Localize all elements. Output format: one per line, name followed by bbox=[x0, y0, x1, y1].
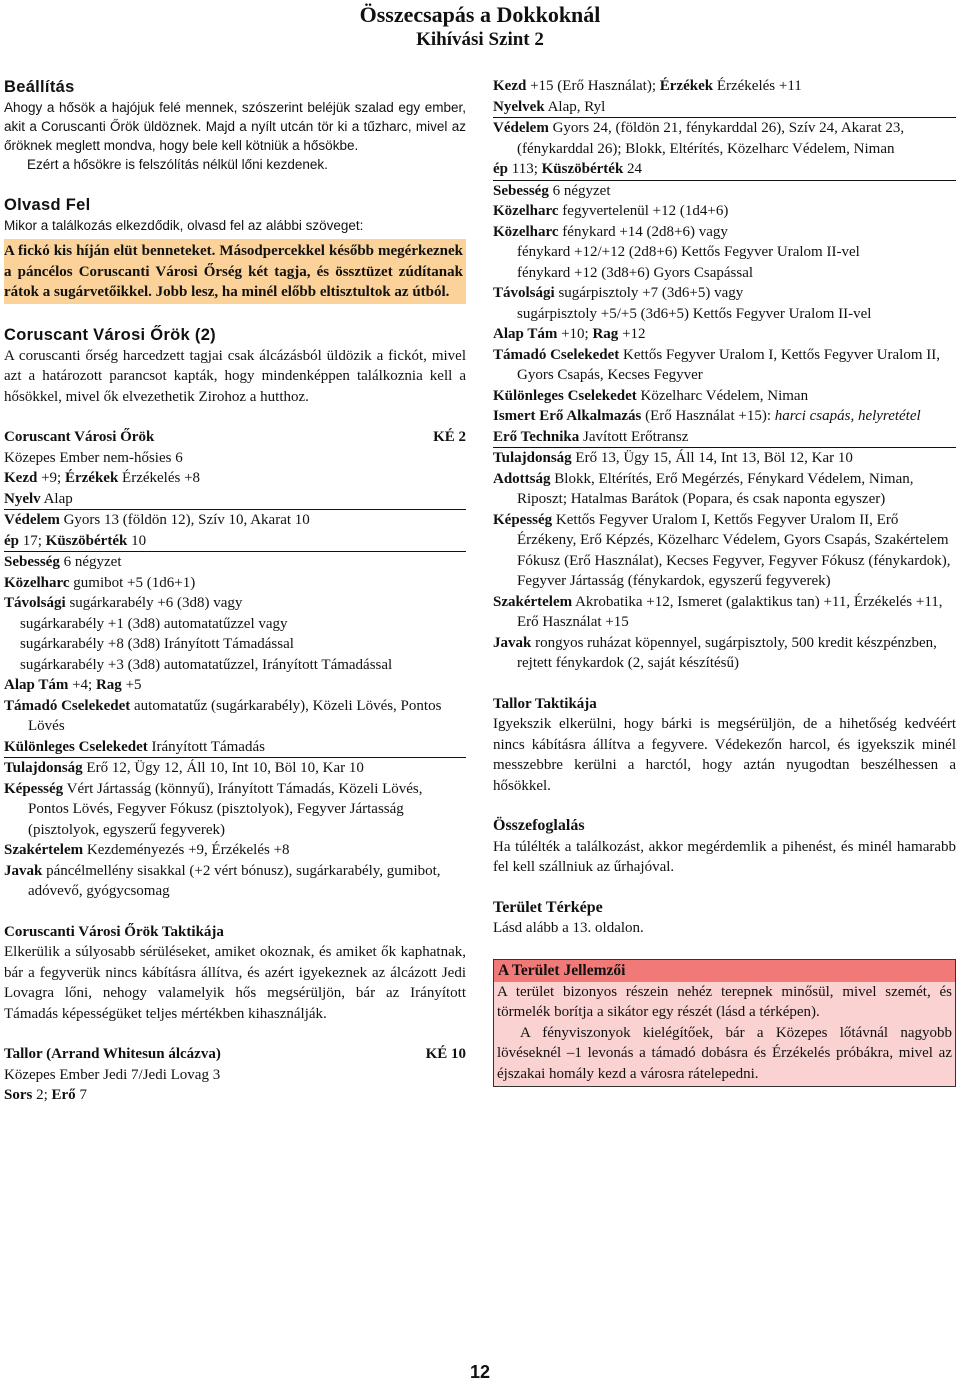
guard-tactics-text: Elkerülik a súlyosabb sérüléseket, amiket okoznak, és amiket ők kaphatnak, bár a fegyverük nincs kábításra állítva, és azért igyekeznek az álcázott Jedi Lovagra lőni, nehogy valamelyik hős megsérüljön, bár az Irányított Támadás képességüket teljes mértékben kihasználják. bbox=[4, 944, 466, 1022]
guard-tactics-section bbox=[4, 922, 466, 1025]
guard-tactics-heading: Coruscanti Városi Őrök Taktikája bbox=[4, 923, 224, 940]
guard-speed: Sebesség 6 négyzet bbox=[4, 554, 122, 570]
tallor-qualities: Adottság Blokk, Eltérítés, Erő Megérzés, Fénykard Védelem, Niman, Riposzt; Hatalmas Barátok (Popara, és csak naponta egyszer) bbox=[493, 470, 914, 507]
tallor-tactics-heading: Tallor Taktikája bbox=[493, 695, 597, 712]
guard-talents: Képesség Vért Jártasság (könnyű), Irányított Támadás, Közeli Lövés, Pontos Lövés, Fegyver Fókusz (pisztolyok), Fegyver Jártasság (pisztolyok, egyszerű fegyverek) bbox=[4, 780, 423, 838]
tallor-abilities: Tulajdonság Erő 13, Ügy 15, Áll 14, Int 13, Böl 12, Kar 10 bbox=[493, 450, 853, 466]
guard-melee: Közelharc gumibot +5 (1d6+1) bbox=[4, 574, 196, 591]
tallor-possessions: Javak rongyos ruházat köpennyel, sugárpisztoly, 500 kredit készpénzben, rejtett fénykardok (2, saját készítésű) bbox=[493, 634, 937, 671]
tallor-force-powers: Ismert Erő Alkalmazás (Erő Használat +15): harci csapás, helyretétel bbox=[493, 408, 921, 424]
guards-heading: Coruscant Városi Őrök (2) bbox=[4, 325, 216, 344]
guard-name: Coruscant Városi Őrök bbox=[4, 429, 155, 445]
tallor-statblock bbox=[493, 76, 956, 674]
right-column bbox=[493, 76, 956, 1087]
guard-attack-options: Támadó Cselekedet automatatűz (sugárkarabély), Közeli Lövés, Pontos Lövés bbox=[4, 697, 442, 734]
readaloud-box bbox=[4, 239, 466, 304]
tallor-name: Tallor (Arrand Whitesun álcázva) bbox=[4, 1046, 221, 1062]
guard-type: Közepes Ember nem-hősies 6 bbox=[4, 449, 183, 466]
terrain-features-box bbox=[493, 959, 956, 1088]
tallor-ranged-2: sugárpisztoly +5/+5 (3d6+5) Kettős Fegyver Uralom II-vel bbox=[517, 305, 872, 322]
tallor-languages: Nyelvek Alap, Ryl bbox=[493, 97, 956, 119]
terrain-features-heading: A Terület Jellemzői bbox=[494, 960, 955, 982]
guard-abilities: Tulajdonság Erő 12, Ügy 12, Áll 10, Int 10, Böl 10, Kar 10 bbox=[4, 760, 364, 776]
setting-heading: Beállítás bbox=[4, 78, 75, 96]
tallor-skills: Szakértelem Akrobatika +12, Ismeret (galaktikus tan) +11, Érzékelés +11, Erő Használat +15 bbox=[493, 593, 943, 630]
tallor-melee-3: fénykard +12/+12 (2d8+6) Kettős Fegyver Uralom II-vel bbox=[517, 244, 860, 260]
page-header bbox=[0, 2, 960, 52]
left-column bbox=[4, 76, 466, 1106]
guard-hp: ép 17; Küszöbérték 10 bbox=[4, 531, 466, 553]
page-subtitle: Kihívási Szint 2 bbox=[416, 29, 544, 50]
tallor-defense: Védelem Gyors 24, (földön 21, fénykarddal 26), Szív 24, Akarat 23, (fénykarddal 26); Blokk, Eltérítés, Közelharc Védelem, Niman bbox=[493, 120, 905, 157]
guard-init: Kezd +9; Érzékek Érzékelés +8 bbox=[4, 470, 201, 486]
tallor-hp: ép 113; Küszöbérték 24 bbox=[493, 159, 956, 181]
tallor-talents: Képesség Kettős Fegyver Uralom I, Kettős Fegyver Uralom II, Erő Érzékeny, Erő Képzés, Közelharc Védelem, Gyors Csapás, Szakértelem Fókusz (Erő Használat), Kecses Fegyver, Fegyver Fókusz (fénykardok), Fegyver Jártasság (fénykardok, egyszerű fegyverek) bbox=[493, 511, 951, 589]
page-number: 12 bbox=[469, 1362, 491, 1382]
guard-ranged: Távolsági sugárkarabély +6 (3d8) vagy bbox=[4, 595, 243, 611]
setting-text: Ahogy a hősök a hajójuk felé mennek, szószerint beléjük szalad egy ember, akit a Coruscanti Őrök üldöznek. Majd a nyílt utcán tör ki a tűzharc, mivel az őröknek meglett mondva, hogy bele kell kötniük a hősökbe. bbox=[4, 100, 466, 153]
tallor-melee-4: fénykard +12 (3d8+6) Gyors Csapással bbox=[517, 264, 754, 281]
tallor-speed: Sebesség 6 négyzet bbox=[493, 182, 611, 199]
tallor-init: Kezd +15 (Erő Használat); Érzékek Érzékelés +11 bbox=[493, 78, 802, 94]
tallor-ranged: Távolsági sugárpisztoly +7 (3d6+5) vagy bbox=[493, 285, 744, 301]
tallor-attack-options: Támadó Cselekedet Kettős Fegyver Uralom I, Kettős Fegyver Uralom II, Gyors Csapás, Kecses Fegyver bbox=[493, 346, 941, 383]
map-text: Lásd alább a 13. oldalon. bbox=[493, 920, 644, 936]
tallor-statblock-start bbox=[4, 1044, 466, 1106]
tallor-tactics-section bbox=[493, 694, 956, 797]
summary-text: Ha túlélték a találkozást, akkor megérdemlik a pihenést, és minél hamarabb fel kell szállniuk az űrhajóval. bbox=[493, 838, 956, 875]
guard-bab: Alap Tám +4; Rag +5 bbox=[4, 677, 142, 693]
map-section bbox=[493, 898, 956, 939]
readaloud-heading: Olvasd Fel bbox=[4, 196, 91, 214]
guard-defense: Védelem Gyors 13 (földön 12), Szív 10, Akarat 10 bbox=[4, 512, 310, 528]
tallor-melee-2: Közelharc fénykard +14 (2d8+6) vagy bbox=[493, 223, 728, 240]
tallor-type: Közepes Ember Jedi 7/Jedi Lovag 3 bbox=[4, 1066, 221, 1083]
tallor-force-techniques: Erő Technika Javított Erőtransz bbox=[493, 427, 956, 449]
guard-ranged-2: sugárkarabély +1 (3d8) automatatűzzel vagy bbox=[20, 615, 288, 632]
guard-cl: KÉ 2 bbox=[433, 429, 466, 445]
guard-languages: Nyelv Alap bbox=[4, 489, 466, 511]
tallor-melee-1: Közelharc fegyvertelenül +12 (1d4+6) bbox=[493, 203, 729, 219]
setting-text-2: Ezért a hősökre is felszólítás nélkül lőni kezdenek. bbox=[27, 157, 328, 172]
readaloud-text: A fickó kis híján elüt benneteket. Másodpercekkel később megérkeznek a páncélos Coruscanti Városi Őrség két tagja, és össztüzet zúdítanak rátok a sugárvetőikkel. Jobb lesz, ha minél előbb eltisztultok az útból. bbox=[4, 243, 463, 300]
readaloud-intro: Mikor a találkozás elkezdődik, olvasd fel az alábbi szöveget: bbox=[4, 218, 364, 233]
terrain-features-text-2: A fényviszonyok kielégítőek, bár a Közepes lőtávnál nagyobb lövéseknél –1 levonás a támadó dobásra és Érzékelés próbákra, mivel az éjszakai homály kezd a városra rátelepedni. bbox=[497, 1024, 952, 1082]
tallor-bab: Alap Tám +10; Rag +12 bbox=[493, 326, 646, 342]
tallor-cl: KÉ 10 bbox=[425, 1046, 466, 1062]
guard-possessions: Javak páncélmellény sisakkal (+2 vért bónusz), sugárkarabély, gumibot, adóvevő, gyógycsomag bbox=[4, 862, 441, 899]
summary-section bbox=[493, 816, 956, 878]
guard-ranged-4: sugárkarabély +3 (3d8) automatatűzzel, Irányított Támadással bbox=[20, 656, 393, 673]
page-title: Összecsapás a Dokkoknál bbox=[359, 2, 601, 27]
terrain-features-text-1: A terület bizonyos részein nehéz terepnek minősül, mivel szemét, és törmelék borítja a sikátor egy részét (lásd a térképen). bbox=[497, 983, 952, 1020]
guard-skills: Szakértelem Kezdeményezés +9, Érzékelés +8 bbox=[4, 842, 290, 858]
guard-ranged-3: sugárkarabély +8 (3d8) Irányított Támadással bbox=[20, 636, 294, 652]
map-heading: Terület Térképe bbox=[493, 898, 603, 916]
tallor-force-points: Sors 2; Erő 7 bbox=[4, 1087, 87, 1103]
guard-special-actions: Különleges Cselekedet Irányított Támadás bbox=[4, 737, 466, 759]
tallor-special-actions: Különleges Cselekedet Közelharc Védelem, Niman bbox=[493, 387, 809, 404]
summary-heading: Összefoglalás bbox=[493, 817, 585, 834]
guard-statblock bbox=[4, 427, 466, 902]
tallor-tactics-text: Igyekszik elkerülni, hogy bárki is megsérüljön, de a hihetőség kedvéért nincs kábításra állítva a fegyvere. Védekezőn harcol, és igyekszik minél messzebbre kerülni a harctól, hogy aztán nyugodtan beszélhessen a hősökkel. bbox=[493, 716, 956, 794]
guards-description: A coruscanti őrség harcedzett tagjai csak álcázásból üldözik a fickót, mivel azt a határozott parancsot kapták, hogy mindenképpen találkoznia kell a hősökkel, mivel ők elvezethetik Zirohoz a hutthoz. bbox=[4, 347, 466, 405]
